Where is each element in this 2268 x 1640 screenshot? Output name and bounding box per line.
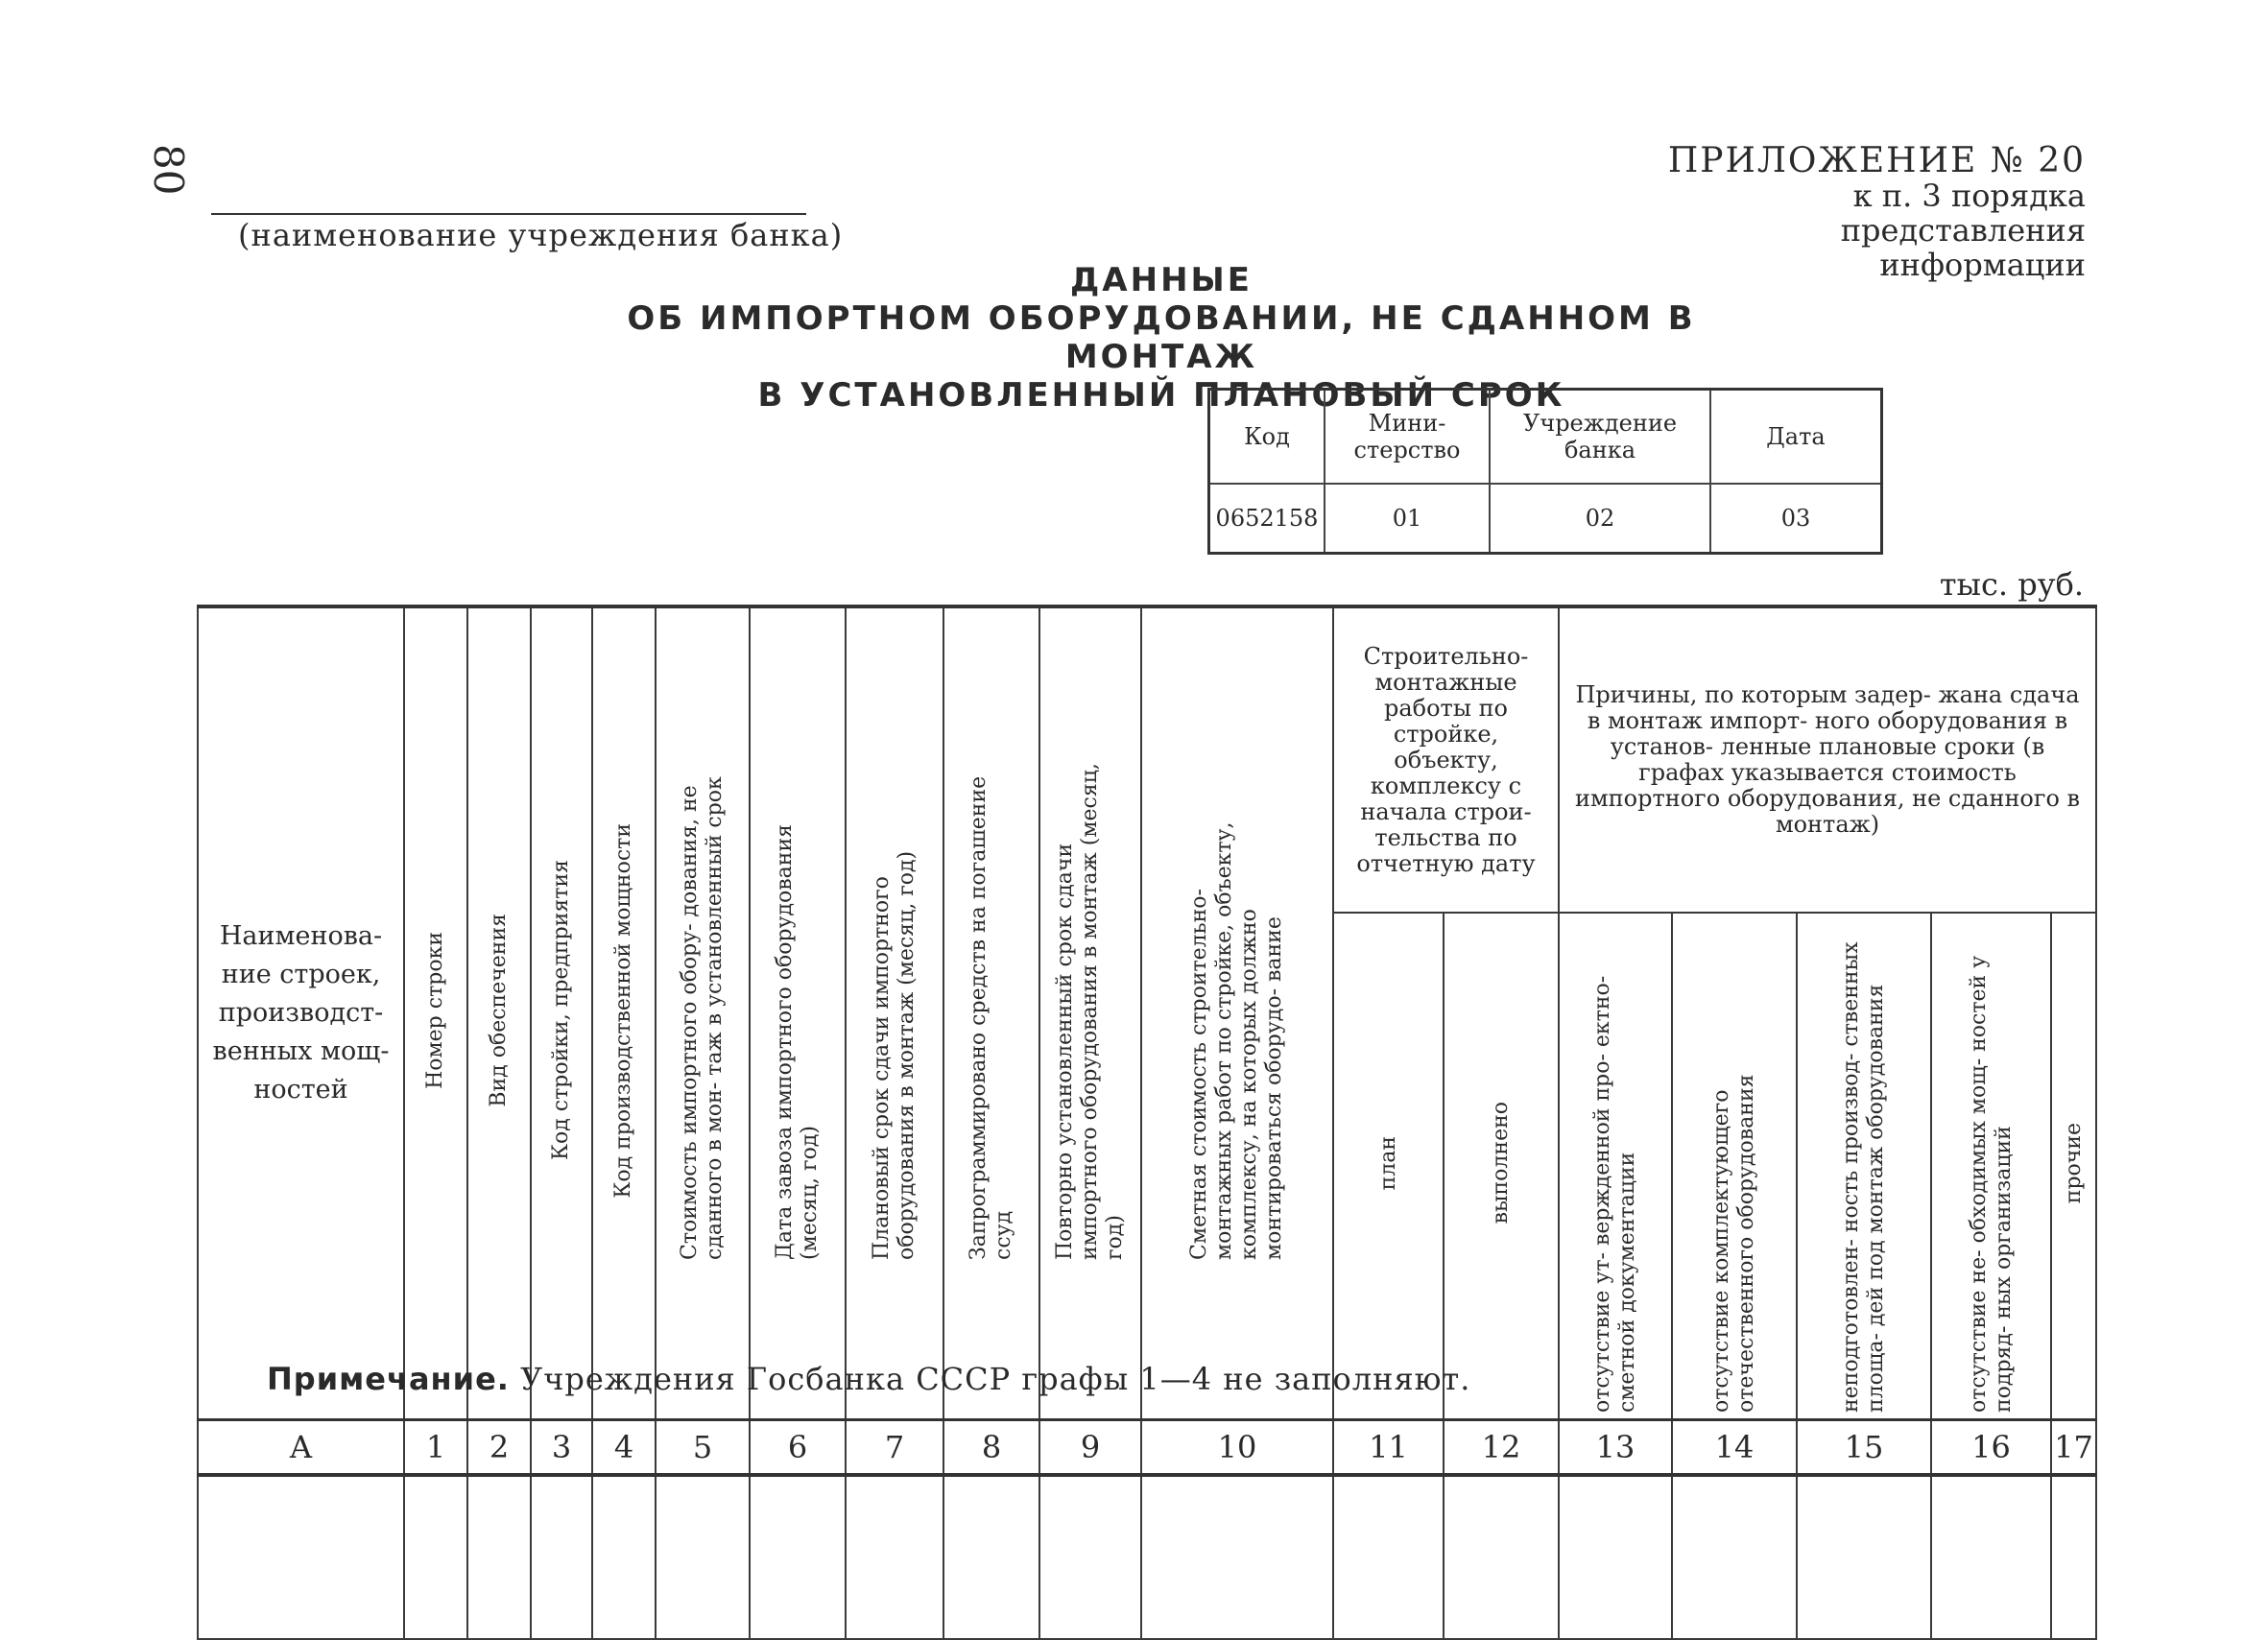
header-text: неподготовлен- ность производ- ственных площа- дей под монтаж оборудования	[1839, 941, 1889, 1413]
appendix-line: к п. 3 порядка	[1852, 178, 2086, 214]
column-number: 5	[656, 1420, 750, 1476]
header-col-17	[2051, 913, 2096, 1420]
header-col-14	[1672, 913, 1797, 1420]
empty-cell	[467, 1475, 531, 1639]
header-group-smr: Строительно- монтажные работы по стройке, объекту, комплексу с начала строи- тельства по отчетную дату	[1333, 606, 1559, 913]
header-text: выполнено	[1489, 1102, 1513, 1224]
header-text: Повторно установленный срок сдачи импортного оборудования в монтаж (месяц, год)	[1053, 763, 1127, 1260]
column-number: 9	[1039, 1420, 1141, 1476]
column-number: 8	[943, 1420, 1039, 1476]
header-text: отсутствие комплектующего отечественного оборудования	[1709, 1074, 1759, 1413]
column-number: 13	[1559, 1420, 1672, 1476]
column-number: 3	[531, 1420, 592, 1476]
column-number: 1	[404, 1420, 467, 1476]
header-col-6	[750, 606, 846, 1420]
header-col-1	[404, 606, 467, 1420]
header-text: Вид обеспечения	[487, 914, 511, 1107]
column-number: 11	[1333, 1420, 1444, 1476]
bank-value: 02	[1490, 484, 1710, 554]
header-group-reasons: Причины, по которым задер- жана сдача в монтаж импорт- ного оборудования в установ- ленные плановые сроки (в графах указывается стоимость импортного оборудования, не сданного в монтаж)	[1559, 606, 2096, 913]
column-number: 15	[1797, 1420, 1931, 1476]
title-line: ОБ ИМПОРТНОМ ОБОРУДОВАНИИ, НЕ СДАННОМ В МОНТАЖ	[627, 299, 1696, 376]
empty-cell	[2051, 1475, 2096, 1639]
column-number: А	[198, 1420, 404, 1476]
empty-cell	[846, 1475, 943, 1639]
column-number: 7	[846, 1420, 943, 1476]
header-col-5	[656, 606, 750, 1420]
header-col-13	[1559, 913, 1672, 1420]
header-col-11	[1333, 913, 1444, 1420]
empty-cell	[404, 1475, 467, 1639]
column-number: 2	[467, 1420, 531, 1476]
header-text: Сметная стоимость строительно- монтажных работ по стройке, объекту, комплексу, на которых должно монтироваться оборудо- вание	[1187, 821, 1286, 1260]
empty-cell	[1039, 1475, 1141, 1639]
empty-cell	[750, 1475, 846, 1639]
column-number: 14	[1672, 1420, 1797, 1476]
header-text: отсутствие ут- вержденной про- ектно-сметной документации	[1590, 975, 1640, 1413]
header-text: Плановый срок сдачи импортного оборудования в монтаж (месяц, год)	[870, 850, 919, 1260]
appendix-line: информации	[1879, 247, 2086, 283]
header-col-2	[467, 606, 531, 1420]
column-numbers-row	[198, 1420, 2096, 1476]
footnote-label: Примечание.	[267, 1361, 510, 1397]
empty-cell	[592, 1475, 656, 1639]
footnote	[267, 1361, 1470, 1397]
bank-name-caption: (наименование учреждения банка)	[238, 217, 844, 253]
column-number: 12	[1444, 1420, 1559, 1476]
date-value: 03	[1710, 484, 1882, 554]
header-text: Код стройки, предприятия	[549, 860, 573, 1161]
code-table	[1207, 388, 1883, 555]
bank-name-line	[211, 213, 806, 215]
empty-cell	[531, 1475, 592, 1639]
appendix-line: представления	[1840, 212, 2086, 249]
empty-cell	[1931, 1475, 2051, 1639]
title-line: В УСТАНОВЛЕННЫЙ ПЛАНОВЫЙ СРОК	[757, 376, 1565, 415]
title-line: ДАННЫЕ	[1070, 261, 1253, 299]
header-row-name: Наименова- ние строек, производст- венных мощ- ностей	[198, 606, 404, 1420]
units-label: тыс. руб.	[1939, 566, 2084, 603]
header-col-15	[1797, 913, 1931, 1420]
code-value: 0652158	[1209, 484, 1325, 554]
date-header: Дата	[1710, 390, 1882, 485]
empty-cell	[1444, 1475, 1559, 1639]
empty-cell	[1141, 1475, 1333, 1639]
column-number: 10	[1141, 1420, 1333, 1476]
header-col-12	[1444, 913, 1559, 1420]
page-number: 80	[145, 144, 192, 196]
empty-cell	[1672, 1475, 1797, 1639]
header-text: прочие	[2061, 1122, 2086, 1204]
header-text: Номер строки	[423, 932, 447, 1089]
appendix-title: ПРИЛОЖЕНИЕ № 20	[1667, 141, 2086, 180]
header-col-7	[846, 606, 943, 1420]
empty-cell	[943, 1475, 1039, 1639]
header-col-9	[1039, 606, 1141, 1420]
header-text: отсутствие не- обходимых мощ- ностей у подряд- ных организаций	[1966, 955, 2016, 1413]
header-col-3	[531, 606, 592, 1420]
header-text: Код производственной мощности	[611, 822, 635, 1199]
empty-cell	[656, 1475, 750, 1639]
column-number: 17	[2051, 1420, 2096, 1476]
main-table	[197, 605, 2097, 1640]
ministry-header: Мини- стерство	[1325, 390, 1490, 485]
header-text: план	[1375, 1135, 1400, 1191]
bank-header: Учреждение банка	[1490, 390, 1710, 485]
header-col-4	[592, 606, 656, 1420]
empty-cell	[1797, 1475, 1931, 1639]
empty-cell	[1559, 1475, 1672, 1639]
column-number: 4	[592, 1420, 656, 1476]
header-col-16	[1931, 913, 2051, 1420]
code-header: Код	[1209, 390, 1325, 485]
column-number: 6	[750, 1420, 846, 1476]
footnote-text: Учреждения Госбанка СССР графы 1—4 не заполняют.	[520, 1361, 1471, 1397]
header-text: Запрограммировано средств на погашение ссуд	[967, 775, 1015, 1260]
empty-cell	[198, 1475, 404, 1639]
header-col-8	[943, 606, 1039, 1420]
empty-cell	[1333, 1475, 1444, 1639]
ministry-value: 01	[1325, 484, 1490, 554]
empty-data-row	[198, 1475, 2096, 1639]
column-number: 16	[1931, 1420, 2051, 1476]
header-col-10	[1141, 606, 1333, 1420]
header-text: Дата завоза импортного оборудования (месяц, год)	[773, 823, 822, 1260]
header-text: Стоимость импортного обору- дования, не сданного в мон- таж в установленный срок	[678, 776, 727, 1260]
